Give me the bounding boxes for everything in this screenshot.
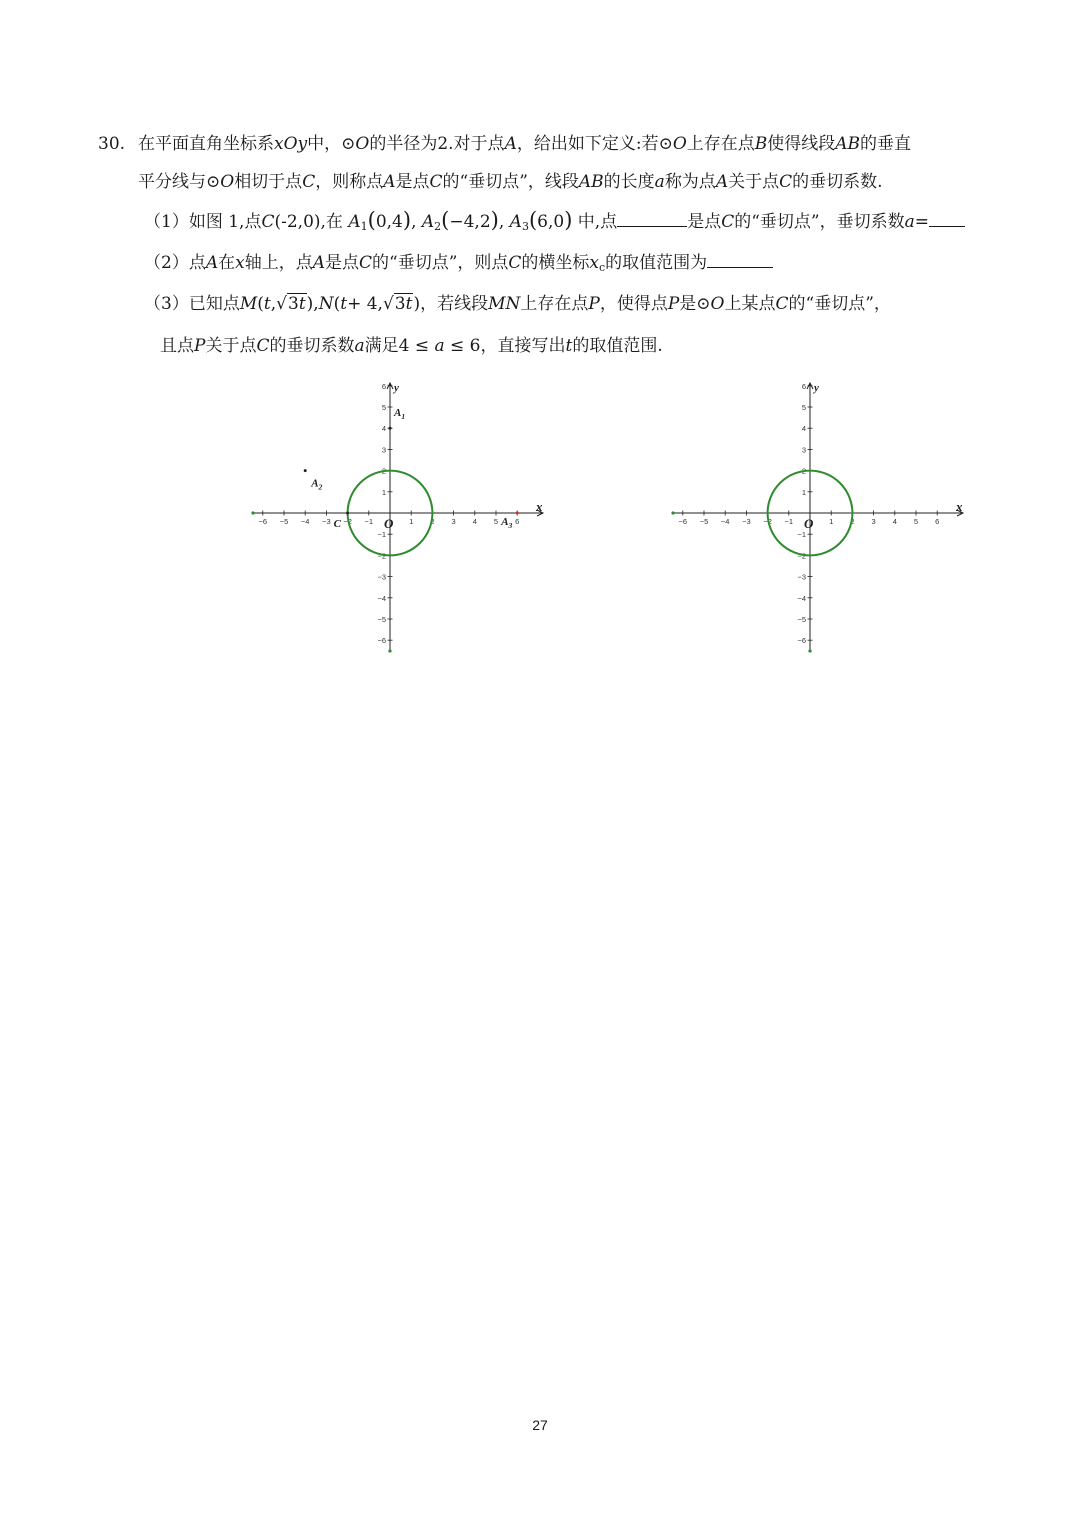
page-number: 27 bbox=[532, 1417, 548, 1433]
origin-label: O bbox=[384, 516, 394, 531]
x-axis-label: x bbox=[956, 499, 963, 514]
y-tick-label: −2 bbox=[377, 551, 386, 561]
y-axis-endpoint bbox=[388, 649, 391, 652]
problem-intro-line2: 平分线与⊙O相切于点C，则称点A是点C的“垂切点”，线段AB的长度a称为点A关于点C的垂切系数. bbox=[138, 172, 883, 192]
x-tick-label: −5 bbox=[699, 517, 709, 526]
x-tick-label: −3 bbox=[742, 517, 751, 526]
origin-label: O bbox=[804, 516, 814, 531]
point-label: $A_2$ bbox=[311, 477, 323, 492]
x-tick-label: 6 bbox=[515, 517, 520, 526]
point-label: $A_1$ bbox=[394, 407, 406, 422]
figure-2-coordinate-plane bbox=[665, 375, 975, 665]
x-tick-label: 1 bbox=[829, 517, 834, 526]
y-tick-label: 2 bbox=[801, 466, 806, 476]
point-label: C bbox=[333, 518, 341, 530]
x-tick-label: 2 bbox=[430, 517, 435, 526]
x-tick-label: −4 bbox=[720, 517, 730, 526]
y-axis-label: y bbox=[394, 382, 399, 394]
point-marker bbox=[516, 512, 519, 515]
y-tick-label: 1 bbox=[381, 487, 386, 497]
y-tick-label: −2 bbox=[797, 551, 806, 561]
y-tick-label: −6 bbox=[377, 636, 386, 646]
x-tick-label: −6 bbox=[258, 517, 268, 526]
x-axis-endpoint bbox=[251, 511, 254, 514]
y-tick-label: 2 bbox=[381, 466, 386, 476]
y-tick-label: 1 bbox=[801, 487, 806, 497]
y-tick-label: −4 bbox=[797, 593, 806, 603]
point-marker bbox=[346, 512, 349, 515]
x-tick-label: 6 bbox=[935, 517, 940, 526]
y-tick-label: −5 bbox=[797, 615, 806, 624]
y-tick-label: −5 bbox=[377, 615, 386, 624]
part3b-line: 且点P关于点C的垂切系数a满足4 ≤ a ≤ 6，直接写出t的取值范围. bbox=[160, 336, 663, 356]
x-tick-label: −1 bbox=[364, 517, 374, 526]
x-tick-label: −6 bbox=[678, 517, 688, 526]
x-tick-label: −4 bbox=[300, 517, 310, 526]
x-axis-endpoint bbox=[671, 511, 674, 514]
x-axis-label: x bbox=[536, 499, 543, 514]
x-tick-label: 5 bbox=[913, 517, 919, 526]
problem-number: 30. bbox=[98, 134, 126, 154]
x-tick-label: −1 bbox=[784, 517, 794, 526]
point-marker bbox=[389, 427, 392, 430]
y-tick-label: −3 bbox=[377, 572, 386, 582]
x-tick-label: −2 bbox=[343, 517, 352, 526]
y-axis-endpoint bbox=[808, 649, 811, 652]
answer-blank-3[interactable] bbox=[707, 250, 773, 268]
y-axis-label: y bbox=[814, 382, 819, 394]
y-tick-label: 4 bbox=[381, 424, 386, 434]
y-tick-label: 4 bbox=[801, 424, 806, 434]
answer-blank-2[interactable] bbox=[929, 209, 965, 227]
y-tick-label: −1 bbox=[797, 530, 806, 540]
answer-blank-1[interactable] bbox=[617, 209, 687, 227]
x-tick-label: 3 bbox=[451, 517, 456, 526]
x-tick-label: −3 bbox=[322, 517, 331, 526]
y-tick-label: 6 bbox=[381, 381, 386, 391]
x-tick-label: 1 bbox=[409, 517, 414, 526]
y-tick-label: −1 bbox=[377, 530, 386, 540]
y-tick-label: 3 bbox=[381, 445, 386, 455]
x-tick-label: −5 bbox=[279, 517, 289, 526]
x-tick-label: 4 bbox=[892, 517, 897, 526]
y-tick-label: −4 bbox=[377, 593, 386, 603]
part2-line: （2）点A在x轴上，点A是点C的“垂切点”，则点C的横坐标$x_c$的取值范围为 bbox=[144, 250, 773, 280]
y-tick-label: 5 bbox=[801, 403, 806, 412]
x-tick-label: 4 bbox=[472, 517, 477, 526]
y-tick-label: 5 bbox=[381, 403, 386, 412]
part3-line: （3）已知点M(t,√3t),N(t+ 4,√3t)，若线段MN上存在点P，使得点P是⊙O上某点C的“垂切点”， bbox=[144, 294, 891, 314]
figure-1-coordinate-plane bbox=[245, 375, 555, 665]
point-label: $A_3$ bbox=[501, 516, 513, 530]
y-tick-label: −6 bbox=[797, 636, 806, 646]
y-tick-label: 3 bbox=[801, 445, 806, 455]
point-marker bbox=[304, 469, 307, 472]
x-tick-label: 3 bbox=[871, 517, 876, 526]
x-tick-label: 2 bbox=[850, 517, 855, 526]
problem-intro-line1: 在平面直角坐标系xOy中，⊙O的半径为2.对于点A，给出如下定义:若⊙O上存在点B使得线段AB的垂直 bbox=[138, 134, 912, 154]
y-tick-label: 6 bbox=[801, 381, 806, 391]
y-tick-label: −3 bbox=[797, 572, 806, 582]
part1-line: （1）如图 1,点C(-2,0),在 $A_1(0,4)$, $A_2(-4,2)$, $A_3(6,0)$ 中,点 是点C的“垂切点”，垂切系数a= bbox=[144, 208, 965, 239]
x-tick-label: 5 bbox=[493, 517, 499, 526]
x-tick-label: −2 bbox=[763, 517, 772, 526]
